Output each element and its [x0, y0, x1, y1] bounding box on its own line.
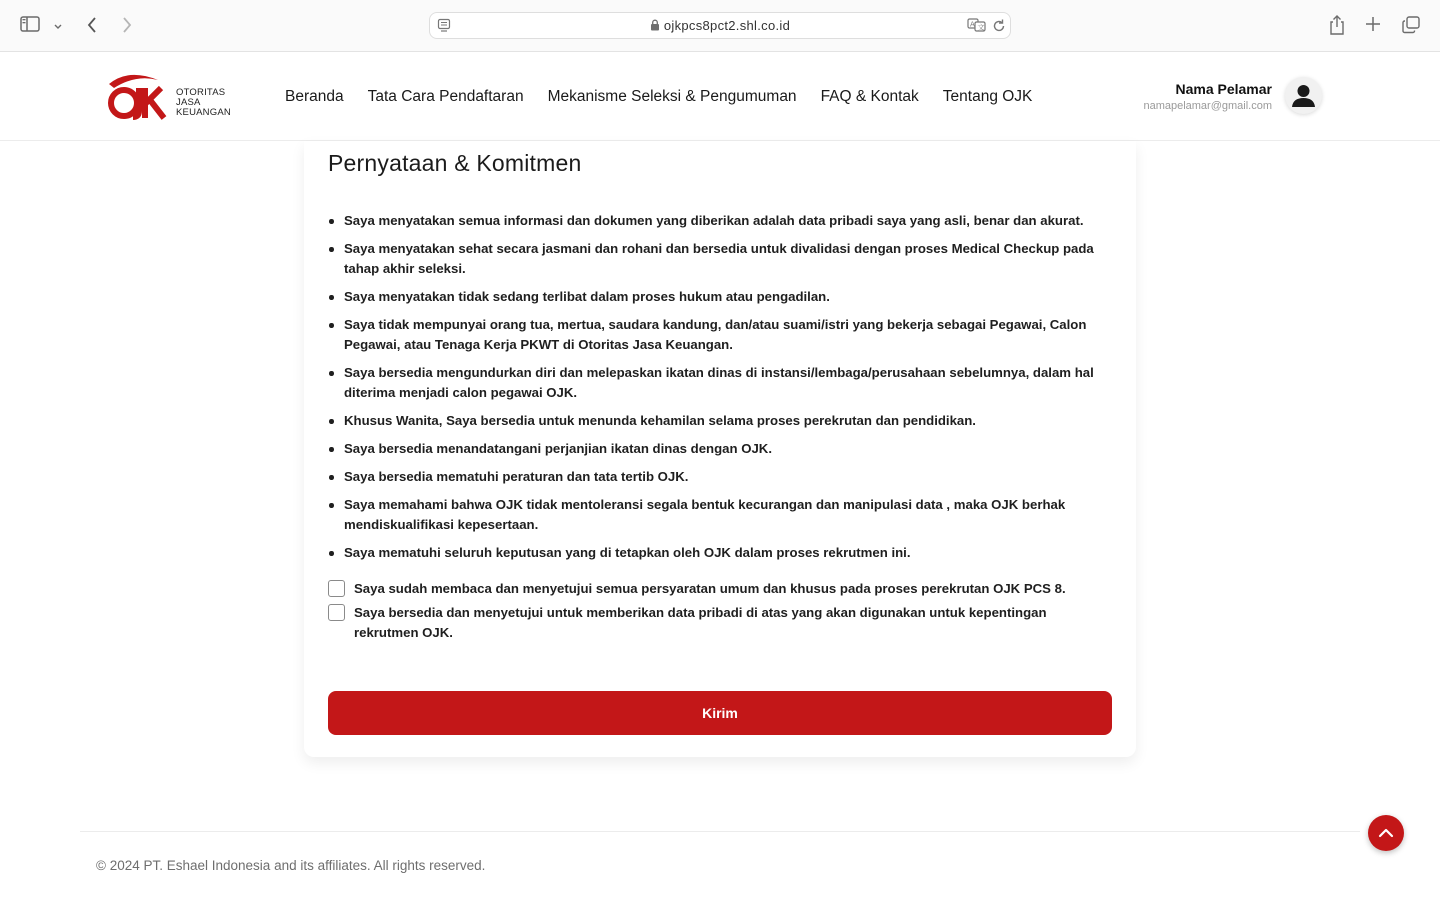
- statement-item: Saya memahami bahwa OJK tidak mentoleransi segala bentuk kecurangan dan manipulasi data , maka OJK berhak mendiskualifikasi kepesertaan.: [344, 495, 1128, 535]
- user-name[interactable]: Nama Pelamar: [1175, 81, 1272, 97]
- agree-data-label[interactable]: Saya bersedia dan menyetujui untuk memberikan data pribadi di atas yang akan digunakan untuk kepentingan rekrutmen OJK.: [354, 605, 1047, 640]
- lock-icon: [650, 19, 660, 34]
- copyright-text: © 2024 PT. Eshael Indonesia and its affiliates. All rights reserved.: [96, 858, 486, 873]
- agree-data-row[interactable]: [328, 603, 1112, 643]
- nav-tata-cara-pendaftaran[interactable]: Tata Cara Pendaftaran: [367, 88, 524, 105]
- logo-wordmark: [176, 88, 231, 118]
- ojk-logo[interactable]: [106, 70, 236, 124]
- nav-mekanisme-seleksi[interactable]: Mekanisme Seleksi & Pengumuman: [547, 88, 797, 105]
- footer-divider: [80, 831, 1360, 832]
- statement-item: Saya bersedia mematuhi peraturan dan tata tertib OJK.: [344, 467, 1128, 487]
- url-label: ojkpcs8pct2.shl.co.id: [663, 18, 791, 33]
- nav-tentang-ojk[interactable]: Tentang OJK: [942, 88, 1033, 105]
- nav-faq-kontak[interactable]: FAQ & Kontak: [820, 88, 919, 105]
- agree-terms-label[interactable]: Saya sudah membaca dan menyetujui semua persyaratan umum dan khusus pada proses perekrutan OJK PCS 8.: [354, 581, 1066, 596]
- url-text: [430, 18, 1010, 34]
- statement-item: Saya menyatakan tidak sedang terlibat dalam proses hukum atau pengadilan.: [344, 287, 1128, 307]
- statement-item: Saya bersedia menandatangani perjanjian ikatan dinas dengan OJK.: [344, 439, 1128, 459]
- share-icon[interactable]: [1328, 14, 1346, 40]
- statement-item: Saya menyatakan sehat secara jasmani dan rohani dan bersedia untuk divalidasi dengan proses Medical Checkup pada tahap akhir seleksi.: [344, 239, 1128, 279]
- statement-item: Saya bersedia mengundurkan diri dan melepaskan ikatan dinas di instansi/lembaga/perusahaan sebelumnya, dalam hal diterima menjadi calon pegawai OJK.: [344, 363, 1128, 403]
- main-nav: [285, 88, 1032, 106]
- statement-list: [328, 211, 1128, 571]
- back-icon[interactable]: [86, 16, 98, 38]
- address-bar[interactable]: [429, 12, 1011, 39]
- agree-terms-checkbox[interactable]: [328, 580, 345, 597]
- submit-button[interactable]: Kirim: [328, 691, 1112, 735]
- agree-data-checkbox[interactable]: [328, 604, 345, 621]
- logo-line-1: OTORITAS: [176, 87, 226, 98]
- svg-text:A: A: [970, 20, 975, 29]
- translate-icon[interactable]: [967, 17, 987, 37]
- nav-beranda[interactable]: Beranda: [285, 88, 344, 105]
- statement-item: Saya mematuhi seluruh keputusan yang di tetapkan oleh OJK dalam proses rekrutmen ini.: [344, 543, 1128, 563]
- avatar[interactable]: [1285, 77, 1322, 114]
- chevron-down-icon[interactable]: [53, 17, 63, 37]
- sidebar-toggle-icon[interactable]: [20, 16, 40, 36]
- statement-item: Saya tidak mempunyai orang tua, mertua, saudara kandung, dan/atau suami/istri yang bekerja sebagai Pegawai, Calon Pegawai, atau Tenaga Kerja PKWT di Otoritas Jasa Keuangan.: [344, 315, 1128, 355]
- ojk-logo-mark: [106, 70, 176, 124]
- commitment-card: [304, 141, 1136, 757]
- site-header: [0, 53, 1440, 141]
- statement-item: Khusus Wanita, Saya bersedia untuk menunda kehamilan selama proses perekrutan dan pendidikan.: [344, 411, 1128, 431]
- logo-line-2: JASA: [176, 97, 201, 108]
- user-icon: [1285, 77, 1322, 114]
- reload-icon[interactable]: [992, 18, 1006, 38]
- scroll-to-top-button[interactable]: [1368, 815, 1404, 851]
- browser-toolbar: [0, 0, 1440, 52]
- page-title: Pernyataan & Komitmen: [328, 150, 582, 176]
- logo-line-3: KEUANGAN: [176, 107, 231, 118]
- user-email: namapelamar@gmail.com: [1143, 100, 1272, 112]
- forward-icon[interactable]: [121, 16, 133, 38]
- svg-text:文: 文: [977, 23, 985, 32]
- tab-overview-icon[interactable]: [1402, 16, 1421, 38]
- chevron-up-icon: [1368, 815, 1404, 851]
- statement-item: Saya menyatakan semua informasi dan dokumen yang diberikan adalah data pribadi saya yang asli, benar dan akurat.: [344, 211, 1128, 231]
- new-tab-icon[interactable]: [1365, 16, 1381, 36]
- agree-terms-row[interactable]: [328, 579, 1112, 599]
